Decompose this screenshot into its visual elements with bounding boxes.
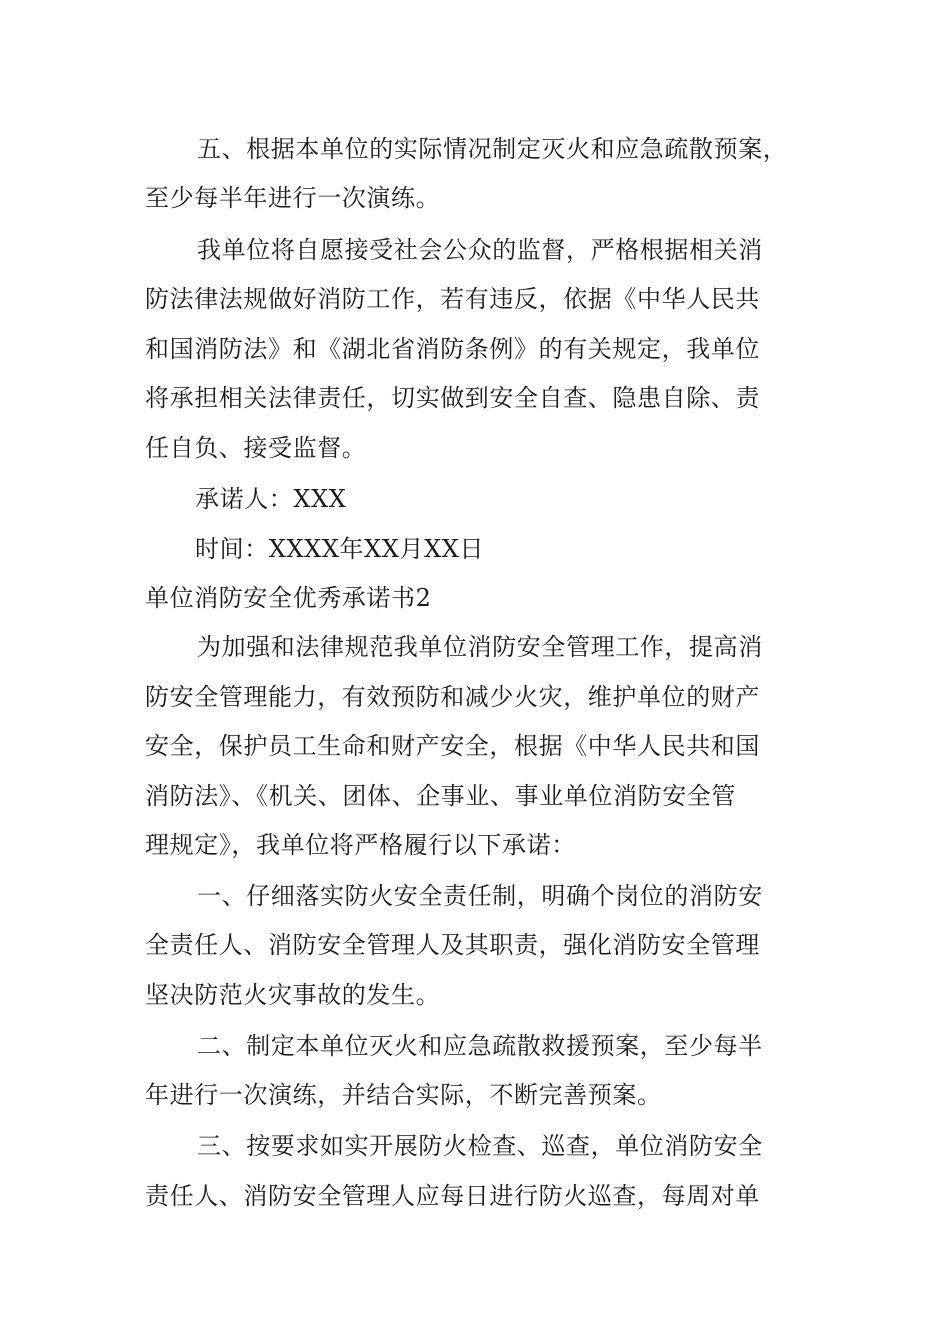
paragraph-commitment-line-1: 我单位将自愿接受社会公众的监督，严格根据相关消 — [197, 236, 763, 264]
paragraph-intro-line-3: 安全，保护员工生命和财产安全，根据《中华人民共和国 — [145, 732, 760, 760]
paragraph-item-one-line-1: 一、仔细落实防火安全责任制，明确个岗位的消防安 — [197, 882, 763, 910]
paragraph-commitment-line-5: 任自负、接受监督。 — [145, 434, 367, 462]
paragraph-item-three-line-2: 责任人、消防安全管理人应每日进行防火巡查，每周对单 — [145, 1182, 760, 1210]
paragraph-intro-line-2: 防安全管理能力，有效预防和减少火灾，维护单位的财产 — [145, 683, 760, 711]
paragraph-item-two-line-2: 年进行一次演练，并结合实际，不断完善预案。 — [145, 1081, 662, 1109]
date-line: 时间：XXXX年XX月XX日 — [195, 535, 485, 563]
paragraph-item-five-line-1: 五、根据本单位的实际情况制定灭火和应急疏散预案， — [197, 135, 788, 163]
paragraph-item-one-line-2: 全责任人、消防安全管理人及其职责，强化消防安全管理 — [145, 931, 760, 959]
paragraph-intro-line-4: 消防法》、《机关、团体、企事业、事业单位消防安全管 — [145, 782, 736, 810]
paragraph-item-five-line-2: 至少每半年进行一次演练。 — [145, 184, 441, 212]
paragraph-intro-line-1: 为加强和法律规范我单位消防安全管理工作，提高消 — [197, 633, 763, 661]
paragraph-commitment-line-2: 防法律法规做好消防工作，若有违反，依据《中华人民共 — [145, 285, 760, 313]
paragraph-intro-line-5: 理规定》，我单位将严格履行以下承诺： — [145, 831, 576, 859]
section-title: 单位消防安全优秀承诺书2 — [145, 584, 432, 612]
paragraph-item-one-line-3: 坚决防范火灾事故的发生。 — [145, 981, 441, 1009]
paragraph-commitment-line-4: 将承担相关法律责任，切实做到安全自查、隐患自除、责 — [145, 384, 760, 412]
signatory-line: 承诺人：XXX — [195, 485, 347, 513]
paragraph-item-two-line-1: 二、制定本单位灭火和应急疏散救援预案，至少每半 — [197, 1032, 763, 1060]
paragraph-commitment-line-3: 和国消防法》和《湖北省消防条例》的有关规定，我单位 — [145, 335, 760, 363]
paragraph-item-three-line-1: 三、按要求如实开展防火检查、巡查，单位消防安全 — [197, 1132, 763, 1160]
